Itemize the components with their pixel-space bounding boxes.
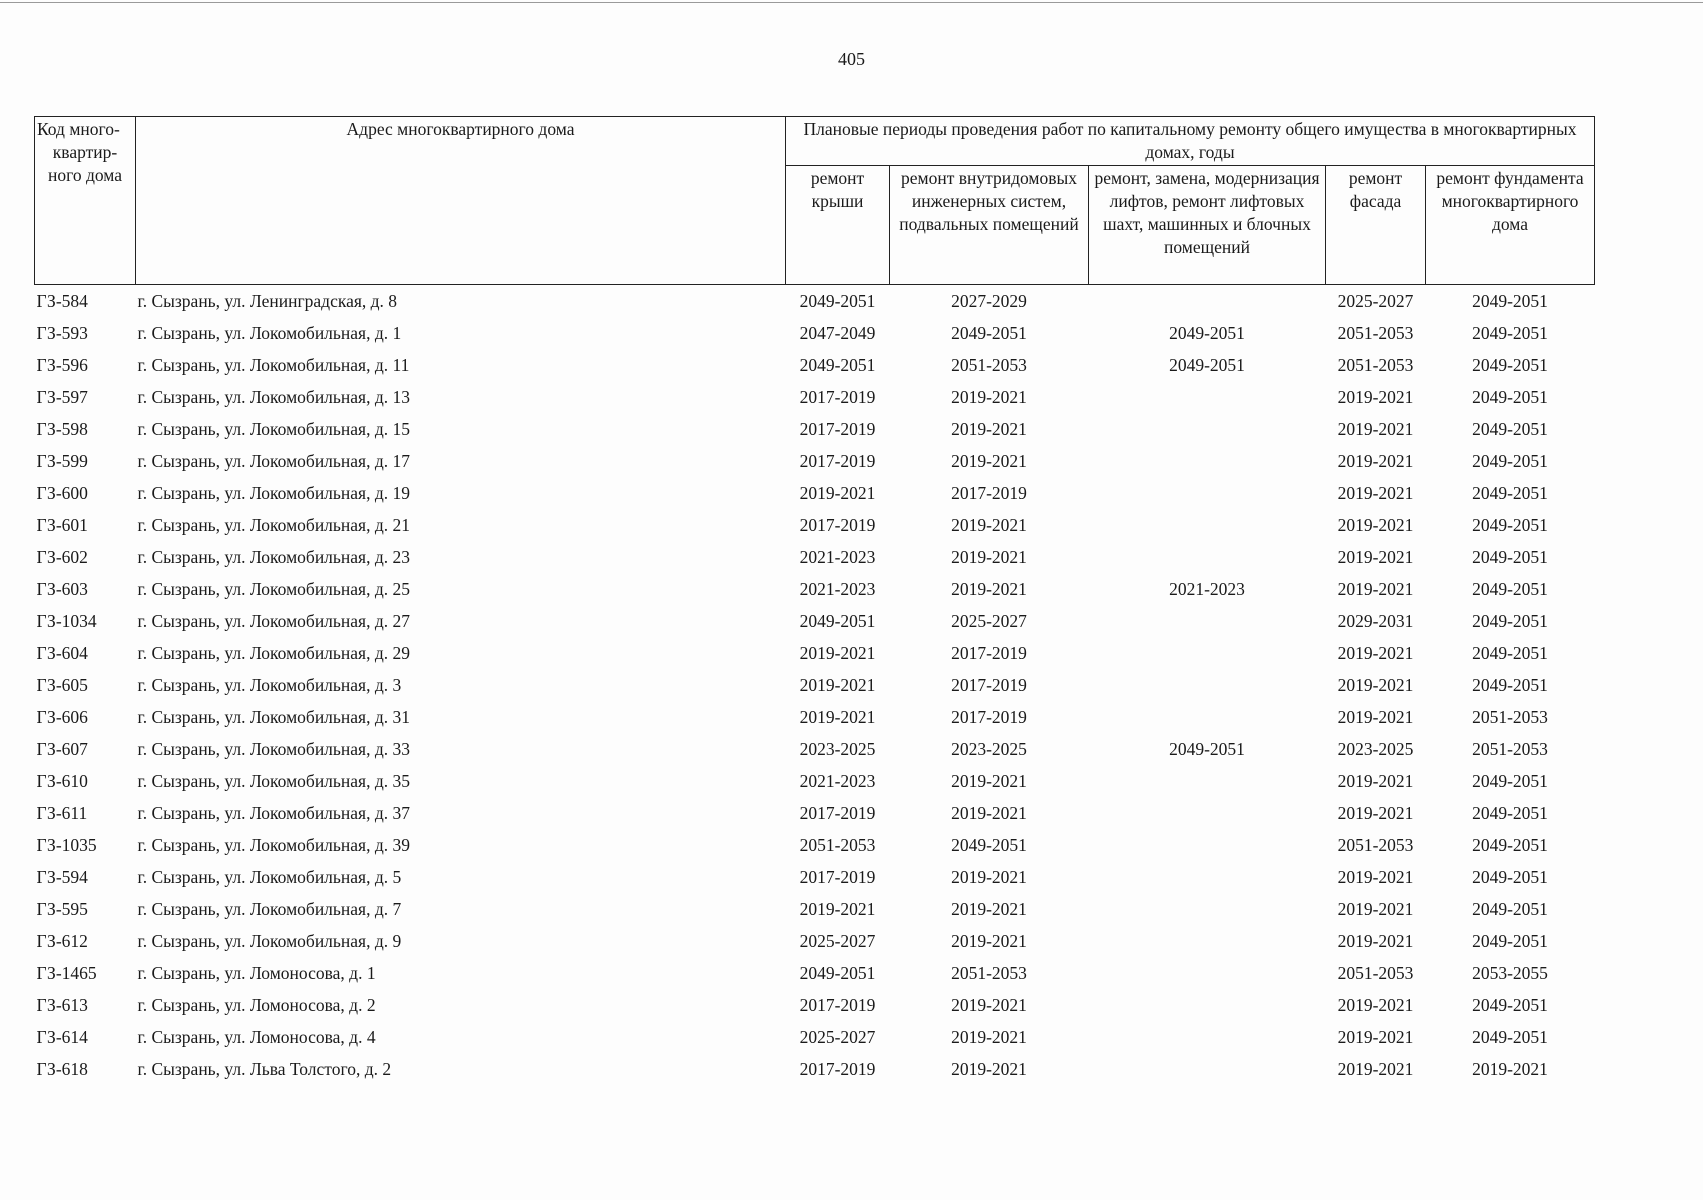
foundation-period-cell: 2049-2051 bbox=[1472, 930, 1548, 951]
roof-period-cell: 2017-2019 bbox=[799, 994, 876, 1015]
house-code-cell: ГЗ-614 bbox=[36, 1026, 88, 1047]
lifts-period-cell bbox=[1089, 1021, 1326, 1053]
engineering-period-cell: 2017-2019 bbox=[951, 706, 1027, 727]
lifts-period-cell bbox=[1089, 509, 1326, 541]
roof-period-cell: 2017-2019 bbox=[799, 514, 876, 535]
house-code-cell: ГЗ-607 bbox=[36, 738, 88, 759]
table-row bbox=[35, 445, 1595, 477]
table-row bbox=[35, 989, 1595, 1021]
engineering-period-cell: 2019-2021 bbox=[951, 578, 1027, 599]
table-row bbox=[35, 541, 1595, 573]
foundation-period-cell: 2049-2051 bbox=[1472, 866, 1548, 887]
table-row bbox=[35, 413, 1595, 445]
facade-period-cell: 2029-2031 bbox=[1337, 610, 1414, 631]
foundation-period-cell: 2049-2051 bbox=[1472, 578, 1548, 599]
capital-repair-table bbox=[34, 116, 1595, 1085]
foundation-period-cell: 2049-2051 bbox=[1472, 290, 1548, 311]
lifts-period-cell bbox=[1089, 445, 1326, 477]
lifts-period-cell bbox=[1089, 765, 1326, 797]
roof-period-cell: 2025-2027 bbox=[799, 930, 876, 951]
foundation-period-cell: 2019-2021 bbox=[1472, 1058, 1548, 1079]
lifts-period-cell bbox=[1089, 541, 1326, 573]
house-code-cell: ГЗ-605 bbox=[36, 674, 88, 695]
roof-period-cell: 2049-2051 bbox=[799, 290, 876, 311]
facade-period-cell: 2023-2025 bbox=[1337, 738, 1414, 759]
engineering-period-cell: 2019-2021 bbox=[951, 1058, 1027, 1079]
lifts-period-cell bbox=[1089, 381, 1326, 413]
facade-period-cell: 2019-2021 bbox=[1337, 770, 1414, 791]
house-code-cell: ГЗ-612 bbox=[36, 930, 88, 951]
house-code-cell: ГЗ-584 bbox=[36, 290, 88, 311]
facade-period-cell: 2019-2021 bbox=[1337, 386, 1414, 407]
foundation-period-cell: 2049-2051 bbox=[1472, 1026, 1548, 1047]
address-cell: г. Сызрань, ул. Локомобильная, д. 3 bbox=[137, 674, 402, 695]
roof-period-cell: 2017-2019 bbox=[799, 418, 876, 439]
facade-period-cell: 2019-2021 bbox=[1337, 994, 1414, 1015]
roof-period-cell: 2049-2051 bbox=[799, 354, 876, 375]
facade-period-cell: 2019-2021 bbox=[1337, 482, 1414, 503]
house-code-cell: ГЗ-613 bbox=[36, 994, 88, 1015]
foundation-period-cell: 2051-2053 bbox=[1472, 706, 1548, 727]
facade-period-cell: 2019-2021 bbox=[1337, 514, 1414, 535]
table-row bbox=[35, 637, 1595, 669]
lifts-period-cell bbox=[1089, 1053, 1326, 1085]
facade-period-cell: 2019-2021 bbox=[1337, 674, 1414, 695]
foundation-period-cell: 2049-2051 bbox=[1472, 674, 1548, 695]
facade-period-cell: 2051-2053 bbox=[1337, 834, 1414, 855]
engineering-period-cell: 2049-2051 bbox=[951, 322, 1027, 343]
page-number: 405 bbox=[838, 49, 865, 69]
roof-period-cell: 2017-2019 bbox=[799, 866, 876, 887]
address-cell: г. Сызрань, ул. Локомобильная, д. 31 bbox=[137, 706, 410, 727]
foundation-period-cell: 2049-2051 bbox=[1472, 642, 1548, 663]
lifts-period-cell bbox=[1089, 637, 1326, 669]
house-code-cell: ГЗ-603 bbox=[36, 578, 88, 599]
facade-period-cell: 2019-2021 bbox=[1337, 1058, 1414, 1079]
scan-top-edge bbox=[0, 2, 1703, 3]
table-row bbox=[35, 477, 1595, 509]
house-code-cell: ГЗ-1465 bbox=[36, 962, 97, 983]
facade-period-cell: 2019-2021 bbox=[1337, 546, 1414, 567]
foundation-period-cell: 2049-2051 bbox=[1472, 354, 1548, 375]
foundation-period-cell: 2049-2051 bbox=[1472, 610, 1548, 631]
engineering-period-cell: 2019-2021 bbox=[951, 930, 1027, 951]
lifts-period-cell bbox=[1089, 413, 1326, 445]
engineering-period-cell: 2019-2021 bbox=[951, 546, 1027, 567]
engineering-period-cell: 2019-2021 bbox=[951, 898, 1027, 919]
engineering-period-cell: 2019-2021 bbox=[951, 770, 1027, 791]
lifts-period-cell bbox=[1089, 957, 1326, 989]
address-cell: г. Сызрань, ул. Локомобильная, д. 19 bbox=[137, 482, 410, 503]
header-address: Адрес многоквартирного дома bbox=[136, 117, 786, 285]
foundation-period-cell: 2049-2051 bbox=[1472, 514, 1548, 535]
foundation-period-cell: 2049-2051 bbox=[1472, 770, 1548, 791]
engineering-period-cell: 2017-2019 bbox=[951, 674, 1027, 695]
lifts-period-cell bbox=[1089, 829, 1326, 861]
engineering-period-cell: 2019-2021 bbox=[951, 802, 1027, 823]
house-code-cell: ГЗ-601 bbox=[36, 514, 88, 535]
table-row bbox=[35, 509, 1595, 541]
header-code bbox=[35, 117, 136, 285]
facade-period-cell: 2019-2021 bbox=[1337, 930, 1414, 951]
roof-period-cell: 2049-2051 bbox=[799, 610, 876, 631]
facade-period-cell: 2019-2021 bbox=[1337, 418, 1414, 439]
header-lifts: ремонт, замена, модернизация лифтов, ремонт лифтовых шахт, машинных и блочных помещений bbox=[1089, 166, 1326, 285]
house-code-cell: ГЗ-604 bbox=[36, 642, 88, 663]
table-row bbox=[35, 701, 1595, 733]
house-code-cell: ГЗ-593 bbox=[36, 322, 88, 343]
lifts-period-cell bbox=[1089, 893, 1326, 925]
house-code-cell: ГЗ-600 bbox=[36, 482, 88, 503]
facade-period-cell: 2025-2027 bbox=[1337, 290, 1414, 311]
roof-period-cell: 2023-2025 bbox=[799, 738, 876, 759]
foundation-period-cell: 2049-2051 bbox=[1472, 450, 1548, 471]
lifts-period-cell bbox=[1089, 925, 1326, 957]
engineering-period-cell: 2017-2019 bbox=[951, 482, 1027, 503]
address-cell: г. Сызрань, ул. Локомобильная, д. 39 bbox=[137, 834, 410, 855]
table-row bbox=[35, 957, 1595, 989]
address-cell: г. Сызрань, ул. Локомобильная, д. 29 bbox=[137, 642, 410, 663]
table-row bbox=[35, 733, 1595, 765]
facade-period-cell: 2019-2021 bbox=[1337, 1026, 1414, 1047]
foundation-period-cell: 2049-2051 bbox=[1472, 418, 1548, 439]
lifts-period-cell: 2049-2051 bbox=[1169, 354, 1245, 375]
address-cell: г. Сызрань, ул. Локомобильная, д. 33 bbox=[137, 738, 410, 759]
facade-period-cell: 2051-2053 bbox=[1337, 322, 1414, 343]
roof-period-cell: 2049-2051 bbox=[799, 962, 876, 983]
lifts-period-cell bbox=[1089, 989, 1326, 1021]
table-row bbox=[35, 893, 1595, 925]
address-cell: г. Сызрань, ул. Локомобильная, д. 11 bbox=[137, 354, 410, 375]
foundation-period-cell: 2049-2051 bbox=[1472, 322, 1548, 343]
header-code-line-3: ного дома bbox=[47, 165, 123, 185]
house-code-cell: ГЗ-602 bbox=[36, 546, 88, 567]
address-cell: г. Сызрань, ул. Локомобильная, д. 21 bbox=[137, 514, 410, 535]
address-cell: г. Сызрань, ул. Локомобильная, д. 1 bbox=[137, 322, 402, 343]
lifts-period-cell bbox=[1089, 669, 1326, 701]
address-cell: г. Сызрань, ул. Ломоносова, д. 4 bbox=[137, 1026, 376, 1047]
house-code-cell: ГЗ-618 bbox=[36, 1058, 88, 1079]
lifts-period-cell bbox=[1089, 701, 1326, 733]
table-row bbox=[35, 1021, 1595, 1053]
table-row bbox=[35, 381, 1595, 413]
facade-period-cell: 2019-2021 bbox=[1337, 450, 1414, 471]
engineering-period-cell: 2019-2021 bbox=[951, 866, 1027, 887]
roof-period-cell: 2051-2053 bbox=[799, 834, 876, 855]
table-row bbox=[35, 765, 1595, 797]
house-code-cell: ГЗ-606 bbox=[36, 706, 88, 727]
house-code-cell: ГЗ-595 bbox=[36, 898, 88, 919]
address-cell: г. Сызрань, ул. Локомобильная, д. 7 bbox=[137, 898, 402, 919]
foundation-period-cell: 2051-2053 bbox=[1472, 738, 1548, 759]
address-cell: г. Сызрань, ул. Льва Толстого, д. 2 bbox=[137, 1058, 392, 1079]
roof-period-cell: 2019-2021 bbox=[799, 642, 876, 663]
address-cell: г. Сызрань, ул. Локомобильная, д. 27 bbox=[137, 610, 410, 631]
lifts-period-cell: 2049-2051 bbox=[1169, 322, 1245, 343]
address-cell: г. Сызрань, ул. Ломоносова, д. 1 bbox=[137, 962, 376, 983]
facade-period-cell: 2019-2021 bbox=[1337, 706, 1414, 727]
roof-period-cell: 2017-2019 bbox=[799, 1058, 876, 1079]
address-cell: г. Сызрань, ул. Ленинградская, д. 8 bbox=[137, 290, 398, 311]
roof-period-cell: 2021-2023 bbox=[799, 546, 876, 567]
foundation-period-cell: 2049-2051 bbox=[1472, 482, 1548, 503]
roof-period-cell: 2019-2021 bbox=[799, 674, 876, 695]
house-code-cell: ГЗ-598 bbox=[36, 418, 88, 439]
engineering-period-cell: 2025-2027 bbox=[951, 610, 1027, 631]
engineering-period-cell: 2019-2021 bbox=[951, 450, 1027, 471]
lifts-period-cell: 2021-2023 bbox=[1169, 578, 1245, 599]
address-cell: г. Сызрань, ул. Локомобильная, д. 13 bbox=[137, 386, 410, 407]
engineering-period-cell: 2019-2021 bbox=[951, 994, 1027, 1015]
foundation-period-cell: 2053-2055 bbox=[1472, 962, 1548, 983]
table-row bbox=[35, 605, 1595, 637]
table-row bbox=[35, 285, 1595, 318]
table-row bbox=[35, 317, 1595, 349]
address-cell: г. Сызрань, ул. Локомобильная, д. 25 bbox=[137, 578, 410, 599]
roof-period-cell: 2047-2049 bbox=[799, 322, 876, 343]
header-foundation: ремонт фундамента многоквартирного дома bbox=[1426, 166, 1595, 285]
table-row bbox=[35, 925, 1595, 957]
roof-period-cell: 2017-2019 bbox=[799, 802, 876, 823]
address-cell: г. Сызрань, ул. Локомобильная, д. 5 bbox=[137, 866, 402, 887]
address-cell: г. Сызрань, ул. Локомобильная, д. 35 bbox=[137, 770, 410, 791]
engineering-period-cell: 2017-2019 bbox=[951, 642, 1027, 663]
address-cell: г. Сызрань, ул. Локомобильная, д. 17 bbox=[137, 450, 410, 471]
lifts-period-cell bbox=[1089, 285, 1326, 318]
facade-period-cell: 2019-2021 bbox=[1337, 802, 1414, 823]
facade-period-cell: 2019-2021 bbox=[1337, 866, 1414, 887]
table-row bbox=[35, 573, 1595, 605]
lifts-period-cell: 2049-2051 bbox=[1169, 738, 1245, 759]
engineering-period-cell: 2051-2053 bbox=[951, 354, 1027, 375]
roof-period-cell: 2021-2023 bbox=[799, 770, 876, 791]
facade-period-cell: 2051-2053 bbox=[1337, 354, 1414, 375]
house-code-cell: ГЗ-610 bbox=[36, 770, 88, 791]
facade-period-cell: 2051-2053 bbox=[1337, 962, 1414, 983]
table-row bbox=[35, 829, 1595, 861]
address-cell: г. Сызрань, ул. Ломоносова, д. 2 bbox=[137, 994, 376, 1015]
house-code-cell: ГЗ-1035 bbox=[36, 834, 97, 855]
header-roof: ремонт крыши bbox=[786, 166, 890, 285]
facade-period-cell: 2019-2021 bbox=[1337, 898, 1414, 919]
address-cell: г. Сызрань, ул. Локомобильная, д. 9 bbox=[137, 930, 402, 951]
roof-period-cell: 2021-2023 bbox=[799, 578, 876, 599]
address-cell: г. Сызрань, ул. Локомобильная, д. 23 bbox=[137, 546, 410, 567]
address-cell: г. Сызрань, ул. Локомобильная, д. 15 bbox=[137, 418, 410, 439]
roof-period-cell: 2017-2019 bbox=[799, 450, 876, 471]
lifts-period-cell bbox=[1089, 861, 1326, 893]
table-body bbox=[35, 285, 1595, 1086]
foundation-period-cell: 2049-2051 bbox=[1472, 994, 1548, 1015]
facade-period-cell: 2019-2021 bbox=[1337, 642, 1414, 663]
engineering-period-cell: 2019-2021 bbox=[951, 418, 1027, 439]
house-code-cell: ГЗ-597 bbox=[36, 386, 88, 407]
table-row bbox=[35, 669, 1595, 701]
table-row bbox=[35, 861, 1595, 893]
table-row bbox=[35, 797, 1595, 829]
header-facade: ремонт фасада bbox=[1326, 166, 1426, 285]
roof-period-cell: 2019-2021 bbox=[799, 898, 876, 919]
foundation-period-cell: 2049-2051 bbox=[1472, 898, 1548, 919]
engineering-period-cell: 2019-2021 bbox=[951, 386, 1027, 407]
header-planned-periods: Плановые периоды проведения работ по капитальному ремонту общего имущества в многоквартирных домах, годы bbox=[786, 117, 1595, 166]
lifts-period-cell bbox=[1089, 797, 1326, 829]
header-code-line-1: Код много- bbox=[37, 119, 120, 139]
house-code-cell: ГЗ-611 bbox=[36, 802, 88, 823]
header-engineering: ремонт внутридомовых инженерных систем, подвальных помещений bbox=[890, 166, 1089, 285]
engineering-period-cell: 2023-2025 bbox=[951, 738, 1027, 759]
table-row bbox=[35, 1053, 1595, 1085]
foundation-period-cell: 2049-2051 bbox=[1472, 834, 1548, 855]
lifts-period-cell bbox=[1089, 477, 1326, 509]
house-code-cell: ГЗ-596 bbox=[36, 354, 88, 375]
roof-period-cell: 2019-2021 bbox=[799, 482, 876, 503]
roof-period-cell: 2019-2021 bbox=[799, 706, 876, 727]
engineering-period-cell: 2027-2029 bbox=[951, 290, 1027, 311]
foundation-period-cell: 2049-2051 bbox=[1472, 546, 1548, 567]
engineering-period-cell: 2051-2053 bbox=[951, 962, 1027, 983]
house-code-cell: ГЗ-594 bbox=[36, 866, 88, 887]
roof-period-cell: 2025-2027 bbox=[799, 1026, 876, 1047]
facade-period-cell: 2019-2021 bbox=[1337, 578, 1414, 599]
engineering-period-cell: 2049-2051 bbox=[951, 834, 1027, 855]
house-code-cell: ГЗ-599 bbox=[36, 450, 88, 471]
engineering-period-cell: 2019-2021 bbox=[951, 1026, 1027, 1047]
engineering-period-cell: 2019-2021 bbox=[951, 514, 1027, 535]
address-cell: г. Сызрань, ул. Локомобильная, д. 37 bbox=[137, 802, 410, 823]
header-code-line-2: квартир- bbox=[52, 142, 118, 162]
table-row bbox=[35, 349, 1595, 381]
lifts-period-cell bbox=[1089, 605, 1326, 637]
house-code-cell: ГЗ-1034 bbox=[36, 610, 97, 631]
foundation-period-cell: 2049-2051 bbox=[1472, 802, 1548, 823]
roof-period-cell: 2017-2019 bbox=[799, 386, 876, 407]
foundation-period-cell: 2049-2051 bbox=[1472, 386, 1548, 407]
